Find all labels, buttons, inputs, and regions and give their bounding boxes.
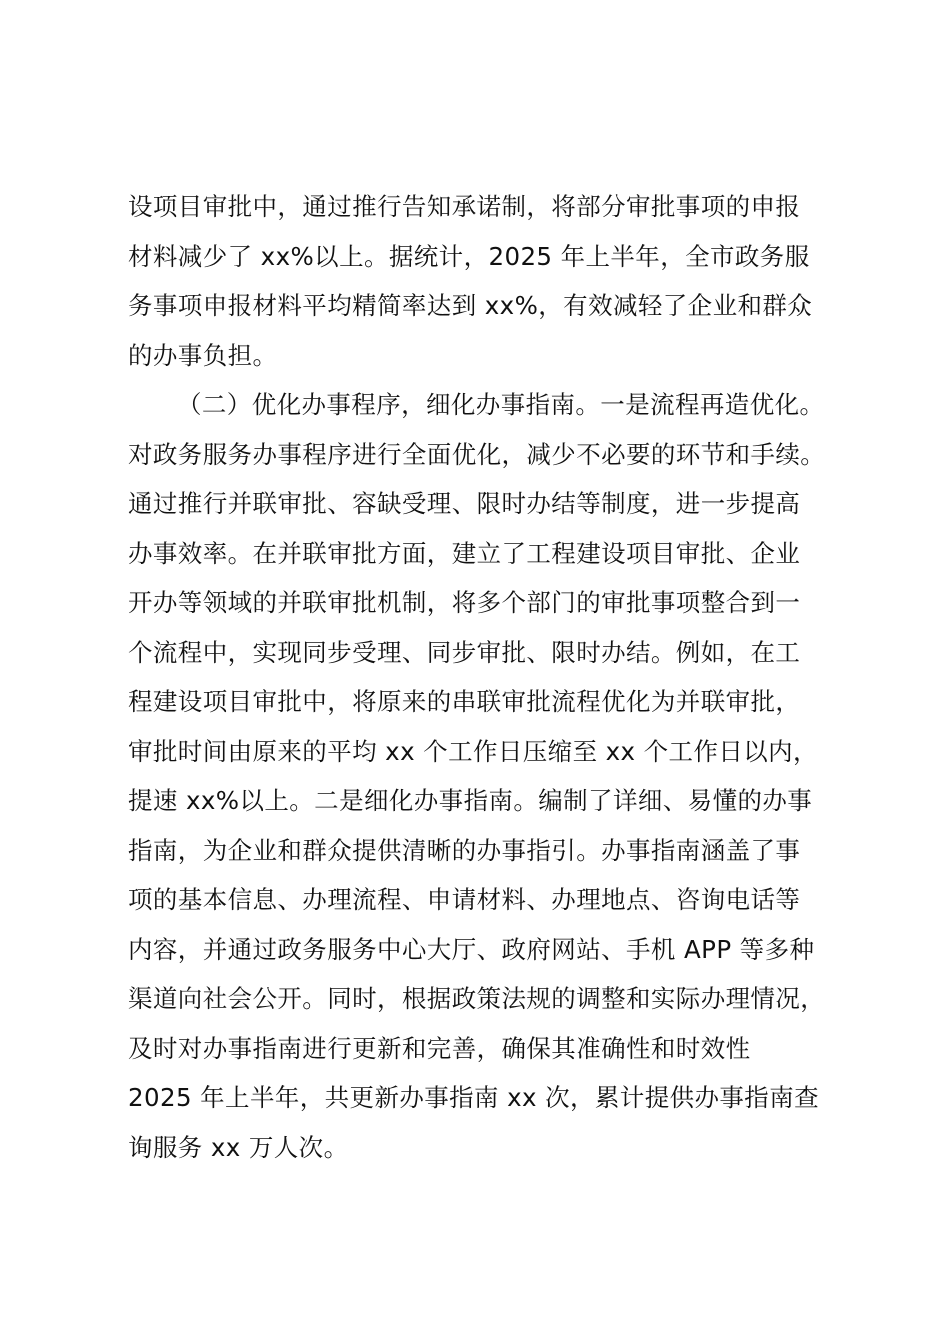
text-line: 询服务 xx 万人次。: [128, 1132, 349, 1162]
section-heading-line: （二）优化办事程序，细化办事指南。一是流程再造优化。: [177, 390, 825, 419]
text-line: 务事项申报材料平均精简率达到 xx%，有效减轻了企业和群众: [128, 291, 813, 320]
text-line: 项的基本信息、办理流程、申请材料、办理地点、咨询电话等: [128, 885, 801, 914]
text-line: 内容，并通过政务服务中心大厅、政府网站、手机 APP 等多种: [128, 934, 815, 964]
text-line: 的办事负担。: [128, 340, 278, 370]
text-line: 个流程中，实现同步受理、同步审批、限时办结。例如，在工: [128, 637, 801, 667]
text-line: 材料减少了 xx%以上。据统计，2025 年上半年，全市政务服: [128, 241, 810, 271]
body-text: [128, 182, 868, 1172]
text-line: 及时对办事指南进行更新和完善，确保其准确性和时效性: [128, 1033, 751, 1063]
text-line: 办事效率。在并联审批方面，建立了工程建设项目审批、企业: [128, 538, 801, 568]
text-line: 指南，为企业和群众提供清晰的办事指引。办事指南涵盖了事: [128, 835, 801, 865]
text-line: 设项目审批中，通过推行告知承诺制，将部分审批事项的申报: [128, 192, 801, 221]
text-line: 审批时间由原来的平均 xx 个工作日压缩至 xx 个工作日以内，: [128, 736, 818, 766]
text-line: 开办等领域的并联审批机制，将多个部门的审批事项整合到一: [128, 588, 801, 617]
text-line: 渠道向社会公开。同时，根据政策法规的调整和实际办理情况，: [128, 984, 826, 1013]
text-line: 程建设项目审批中，将原来的串联审批流程优化为并联审批，: [128, 687, 801, 716]
text-line: 2025 年上半年，共更新办事指南 xx 次，累计提供办事指南查: [128, 1083, 820, 1112]
text-line: 通过推行并联审批、容缺受理、限时办结等制度，进一步提高: [128, 489, 801, 518]
text-line: 对政务服务办事程序进行全面优化，减少不必要的环节和手续。: [128, 439, 826, 469]
text-line: 提速 xx%以上。二是细化办事指南。编制了详细、易懂的办事: [128, 786, 813, 815]
